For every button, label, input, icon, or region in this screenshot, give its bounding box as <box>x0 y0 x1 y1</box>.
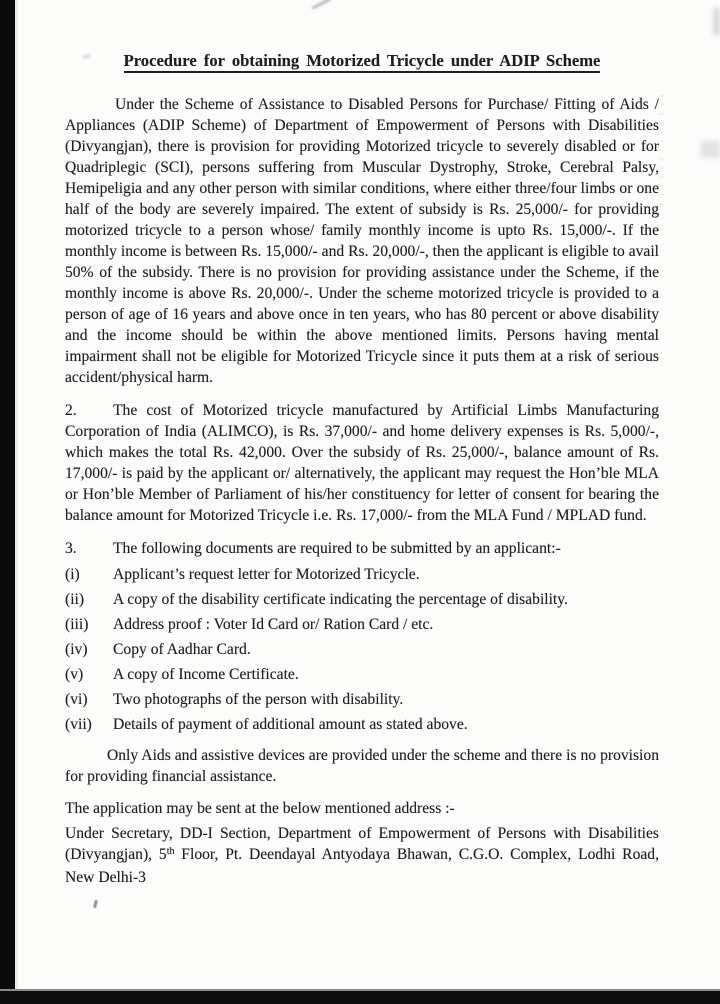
stray-ink-mark <box>93 900 98 908</box>
list-item <box>65 590 659 610</box>
document-body <box>65 50 659 888</box>
scan-left-edge <box>0 0 15 1004</box>
list-item-text: Address proof : Voter Id Card or/ Ration Card / etc. <box>113 616 434 633</box>
list-item-text: A copy of Income Certificate. <box>113 666 299 683</box>
scan-smudge-top-right <box>713 8 720 35</box>
list-item-text: A copy of the disability certificate indicating the percentage of disability. <box>113 591 568 608</box>
list-item <box>65 640 659 660</box>
list-item <box>65 715 659 735</box>
list-item-text: Applicant’s request letter for Motorized Tricycle. <box>113 566 420 583</box>
list-item-marker: (vi) <box>65 691 88 708</box>
paragraph-only-aids: Only Aids and assistive devices are provided under the scheme and there is no provision for providing financial assistance. <box>65 747 659 785</box>
required-documents-list <box>65 565 659 735</box>
pen-tick-mark <box>312 0 332 10</box>
scan-speckles <box>659 95 664 205</box>
paragraph-application-address-intro: The application may be sent at the below mentioned address :- <box>65 800 455 817</box>
scan-left-edge-sliver <box>15 0 18 1004</box>
paragraph-postal-address <box>65 823 659 888</box>
document-title-row <box>65 50 659 72</box>
scan-bottom-edge <box>0 989 720 1004</box>
list-item-marker: (vii) <box>65 716 92 733</box>
list-item-marker: (v) <box>65 666 84 683</box>
address-text-after-sup: Floor, Pt. Deendayal Antyodaya Bhawan, C.G.O. Complex, Lodhi Road, New Delhi-3 <box>65 846 659 886</box>
paragraph-documents-heading <box>65 538 659 559</box>
list-item <box>65 665 659 685</box>
list-item-marker: (iv) <box>65 641 88 658</box>
paragraph-number: 3. <box>65 540 77 557</box>
address-text-before-sup: Under Secretary, DD-I Section, Department of Empowerment of Persons with Disabilities (Divyangjan), 5 <box>65 825 659 863</box>
list-item-text: Copy of Aadhar Card. <box>113 641 251 658</box>
paragraph-scheme-overview: Under the Scheme of Assistance to Disabled Persons for Purchase/ Fitting of Aids / Appliances (ADIP Scheme) of Department of Empowerment of Persons with Disabilities (Divyangjan), there is provision for providing Motorized tricycle to severely disabled or for Quadriplegic (SCI), persons suffering from Muscular Dystrophy, Stroke, Cerebral Palsy, Hemipeligia and any other person with similar conditions, where either three/four limbs or one half of the body are severely impaired. The extent of subsidy is Rs. 25,000/- for providing motorized tricycle to a person whose/ family monthly income is upto Rs. 15,000/-. If the monthly income is between Rs. 15,000/- and Rs. 20,000/-, then the applicant is eligible to avail 50% of the subsidy. There is no provision for providing assistance under the Scheme, if the monthly income is above Rs. 20,000/-. Under the scheme motorized tricycle is provided to a person of age of 16 years and above once in ten years, who has 80 percent or above disability and the income should be within the above mentioned limits. Persons having mental impairment shall not be eligible for Motorized Tricycle since it puts them at a risk of serious accident/physical harm. <box>65 96 659 386</box>
list-item-marker: (i) <box>65 566 80 583</box>
scan-smudge-mid-right <box>701 141 720 158</box>
list-item-marker: (iii) <box>65 616 89 633</box>
list-item-text: Two photographs of the person with disability. <box>113 691 404 708</box>
list-item <box>65 690 659 710</box>
ordinal-superscript: th <box>166 846 175 857</box>
paragraph-documents-heading-text: The following documents are required to be submitted by an applicant:- <box>113 540 561 557</box>
list-item-text: Details of payment of additional amount as stated above. <box>113 716 468 733</box>
paragraph-cost-text: The cost of Motorized tricycle manufactured by Artificial Limbs Manufacturing Corporation of India (ALIMCO), is Rs. 37,000/- and home delivery expenses is Rs. 5,000/-, which makes the total Rs. 42,000. Over the subsidy of Rs. 25,000/-, balance amount of Rs. 17,000/- is paid by the applicant or/ alternatively, the applicant may request the Hon’ble MLA or Hon’ble Member of Parliament of his/her constituency for letter of consent for bearing the balance amount for Motorized Tricycle i.e. Rs. 17,000/- from the MLA Fund / MPLAD fund. <box>65 402 659 524</box>
list-item <box>65 615 659 635</box>
paragraph-number: 2. <box>65 402 77 419</box>
list-item <box>65 565 659 585</box>
paragraph-cost-details <box>65 400 659 526</box>
document-title: Procedure for obtaining Motorized Tricycle under ADIP Scheme <box>124 51 601 73</box>
list-item-marker: (ii) <box>65 591 85 608</box>
